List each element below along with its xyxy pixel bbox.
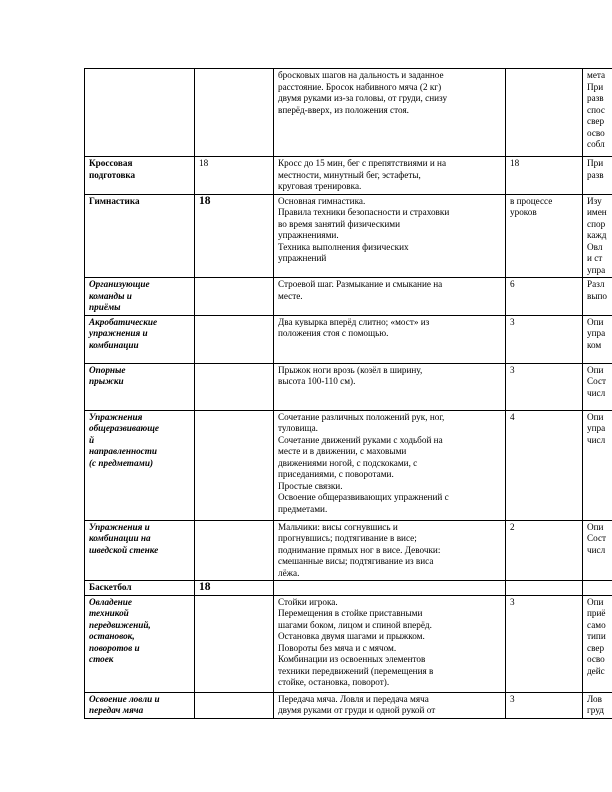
text-line: Освоение ловли и — [89, 693, 160, 704]
table-row — [85, 194, 612, 278]
content-cell — [274, 157, 506, 195]
text-line: кажд — [587, 230, 607, 240]
section-cell — [85, 363, 195, 410]
text-line: смешанные висы; подтягивание из виса — [278, 556, 434, 566]
text-line: упражнениями. — [278, 230, 339, 240]
text-line: техники передвижений (перемещения в — [278, 665, 434, 676]
count-cell — [506, 581, 583, 596]
count-cell: 3 — [506, 692, 583, 718]
text-line: месте и в движении, с маховыми — [278, 446, 407, 456]
activities-cell — [583, 157, 612, 195]
text-line: месте. — [278, 290, 303, 301]
text-line: Правила техники безопасности и страховки — [278, 207, 450, 217]
text-line: разв — [587, 169, 604, 180]
table-row — [85, 581, 612, 596]
activities-cell — [583, 278, 612, 316]
text-line: Упражнения и — [89, 521, 150, 532]
text-line: комбинации на — [89, 533, 151, 543]
text-line: упра — [587, 264, 606, 275]
text-line: круговая тренировка. — [278, 181, 362, 191]
section-cell — [85, 315, 195, 363]
hours-cell — [195, 278, 274, 316]
text-line: ком — [587, 339, 602, 350]
text-line: спос — [587, 104, 605, 115]
text-line: (с предметами) — [89, 457, 153, 468]
content-cell — [274, 278, 506, 316]
hours-cell: 18 — [195, 194, 274, 278]
text-line: Сочетание движений руками с ходьбой на — [278, 434, 443, 445]
text-line: типи — [587, 631, 606, 641]
text-line: При — [587, 81, 604, 92]
text-line: Опи — [587, 364, 604, 375]
content-cell — [274, 363, 506, 410]
text-line: Остановка двумя шагами и прыжком. — [278, 631, 425, 641]
text-line: высота 100-110 см). — [278, 376, 356, 386]
text-line: дейс — [587, 665, 605, 676]
text-line: предметами. — [278, 503, 328, 514]
text-line: прогнувшись; подтягивание в висе; — [278, 533, 417, 543]
text-line: Стойки игрока. — [278, 596, 338, 607]
content-cell — [274, 595, 506, 692]
text-line: приседаниями, с поворотами. — [278, 469, 394, 479]
activities-cell — [583, 595, 612, 692]
text-line: спор — [587, 218, 606, 229]
text-line: само — [587, 619, 606, 630]
text-line: поворотов и — [89, 642, 140, 653]
text-line: Перемещения в стойке приставными — [278, 608, 423, 618]
section-cell — [85, 157, 195, 195]
text-line: уроков — [510, 207, 537, 217]
text-line: приёмы — [89, 302, 121, 312]
activities-cell — [583, 363, 612, 410]
text-line: Изу — [587, 195, 602, 206]
activities-cell — [583, 581, 612, 596]
text-line: Освоение общеразвивающих упражнений с — [278, 492, 449, 502]
text-line: прыжки — [89, 376, 124, 386]
text-line: бросковых шагов на дальность и заданное — [278, 70, 444, 80]
table-row — [85, 410, 612, 520]
text-line: груд — [587, 705, 604, 715]
text-line: расстояние. Бросок набивного мяча (2 кг) — [278, 81, 442, 92]
count-cell: 4 — [506, 410, 583, 520]
count-cell — [506, 194, 583, 278]
text-line: Строевой шаг. Размыкание и смыкание на — [278, 279, 443, 289]
hours-cell — [195, 692, 274, 718]
section-cell — [85, 278, 195, 316]
hours-cell — [195, 315, 274, 363]
activities-cell — [583, 692, 612, 718]
table-row — [85, 363, 612, 410]
text-line: остановок, — [89, 631, 135, 641]
count-cell — [506, 69, 583, 157]
text-line: положения стоя с помощью. — [278, 328, 389, 338]
text-line: числ — [587, 434, 606, 445]
text-line: имен — [587, 207, 607, 217]
text-line: Опи — [587, 521, 604, 532]
text-line: числ — [587, 544, 606, 555]
text-line: осво — [587, 654, 605, 664]
text-line: техникой — [89, 608, 129, 618]
section-cell — [85, 595, 195, 692]
text-line: подготовка — [89, 169, 136, 180]
text-line: Акробатические — [89, 316, 158, 327]
text-line: Основная гимнастика. — [278, 195, 366, 206]
count-cell: 3 — [506, 363, 583, 410]
content-cell — [274, 410, 506, 520]
table-row — [85, 315, 612, 363]
table-row — [85, 278, 612, 316]
text-line: Кроссовая — [89, 158, 133, 168]
text-line: Прыжок ноги врозь (козёл в ширину, — [278, 364, 423, 375]
activities-cell — [583, 410, 612, 520]
activities-cell — [583, 315, 612, 363]
hours-cell: 18 — [195, 157, 274, 195]
text-line: Сочетание различных положений рук, ног, — [278, 411, 445, 422]
text-line: Лов — [587, 693, 602, 704]
text-line: свер — [587, 642, 605, 653]
text-line: в процессе — [510, 195, 553, 206]
curriculum-table — [84, 68, 612, 719]
text-line: Овл — [587, 241, 603, 252]
section-cell — [85, 520, 195, 581]
text-line: собл — [587, 139, 605, 149]
text-line: приё — [587, 608, 606, 618]
text-line: двумя руками из-за головы, от груди, снизу — [278, 93, 448, 103]
text-line: Простые связки. — [278, 480, 343, 491]
hours-cell — [195, 363, 274, 410]
table-row — [85, 69, 612, 157]
section-cell — [85, 69, 195, 157]
text-line: Овладение — [89, 596, 132, 607]
text-line: упражнений — [278, 253, 327, 263]
hours-cell — [195, 595, 274, 692]
text-line: стоек — [89, 654, 114, 664]
text-line: Опи — [587, 316, 604, 327]
count-cell: 6 — [506, 278, 583, 316]
text-line: местности, минутный бег, эстафеты, — [278, 169, 421, 180]
table-row — [85, 692, 612, 718]
text-line: осво — [587, 127, 605, 138]
section-cell: Баскетбол — [85, 581, 195, 596]
text-line: комбинации — [89, 339, 139, 350]
text-line: числ — [587, 387, 606, 398]
text-line: Передача мяча. Ловля и передача мяча — [278, 693, 429, 704]
text-line: шведской стенке — [89, 544, 159, 555]
text-line: Мальчики: висы согнувшись и — [278, 521, 398, 532]
content-cell — [274, 692, 506, 718]
text-line: упра — [587, 328, 606, 338]
text-line: вперёд-вверх, из положения стоя. — [278, 104, 409, 115]
text-line: движениями ногой, с подскоками, с — [278, 457, 418, 468]
count-cell: 18 — [506, 157, 583, 195]
text-line: Сост — [587, 533, 607, 543]
text-line: передвижений, — [89, 619, 151, 630]
text-line: Организующие — [89, 279, 150, 289]
text-line: Опорные — [89, 364, 126, 375]
hours-cell — [195, 520, 274, 581]
content-cell — [274, 69, 506, 157]
text-line: и ст — [587, 253, 603, 263]
text-line: Разл — [587, 279, 605, 289]
activities-cell — [583, 69, 612, 157]
text-line: стойке, остановка, поворот). — [278, 677, 390, 687]
hours-cell: 18 — [195, 581, 274, 596]
count-cell: 2 — [506, 520, 583, 581]
hours-cell — [195, 69, 274, 157]
text-line: мета — [587, 70, 606, 80]
text-line: общеразвивающе — [89, 423, 159, 433]
text-line: Сост — [587, 376, 607, 386]
section-cell: Гимнастика — [85, 194, 195, 278]
text-line: лёжа. — [278, 567, 300, 578]
text-line: Техника выполнения физических — [278, 241, 409, 252]
text-line: упра — [587, 423, 606, 433]
content-cell — [274, 581, 506, 596]
hours-cell — [195, 410, 274, 520]
text-line: Опи — [587, 411, 604, 422]
section-cell — [85, 410, 195, 520]
content-cell — [274, 520, 506, 581]
text-line: во время занятий физическими — [278, 218, 401, 229]
text-line: Комбинации из освоенных элементов — [278, 654, 426, 664]
text-line: разв — [587, 93, 604, 103]
text-line: туловища. — [278, 423, 318, 433]
text-line: Упражнения — [89, 411, 143, 422]
text-line: двумя руками от груди и одной рукой от — [278, 705, 436, 715]
text-line: Повороты без мяча и с мячом. — [278, 642, 397, 653]
table-row — [85, 520, 612, 581]
count-cell: 3 — [506, 595, 583, 692]
text-line: поднимание прямых ног в висе. Девочки: — [278, 544, 441, 555]
text-line: шагами боком, лицом и спиной вперёд. — [278, 619, 432, 630]
activities-cell — [583, 194, 612, 278]
table-row — [85, 595, 612, 692]
table-row — [85, 157, 612, 195]
content-cell — [274, 315, 506, 363]
activities-cell — [583, 520, 612, 581]
section-cell — [85, 692, 195, 718]
text-line: й — [89, 434, 95, 445]
text-line: команды и — [89, 290, 132, 301]
text-line: Кросс до 15 мин, бег с препятствиями и на — [278, 158, 447, 168]
text-line: упражнения и — [89, 328, 148, 338]
text-line: Опи — [587, 596, 604, 607]
text-line: свер — [587, 116, 605, 126]
text-line: Два кувырка вперёд слитно; «мост» из — [278, 316, 430, 327]
content-cell — [274, 194, 506, 278]
text-line: передач мяча — [89, 705, 144, 715]
text-line: При — [587, 158, 604, 168]
count-cell: 3 — [506, 315, 583, 363]
text-line: направленности — [89, 446, 158, 456]
text-line: выпо — [587, 290, 608, 301]
